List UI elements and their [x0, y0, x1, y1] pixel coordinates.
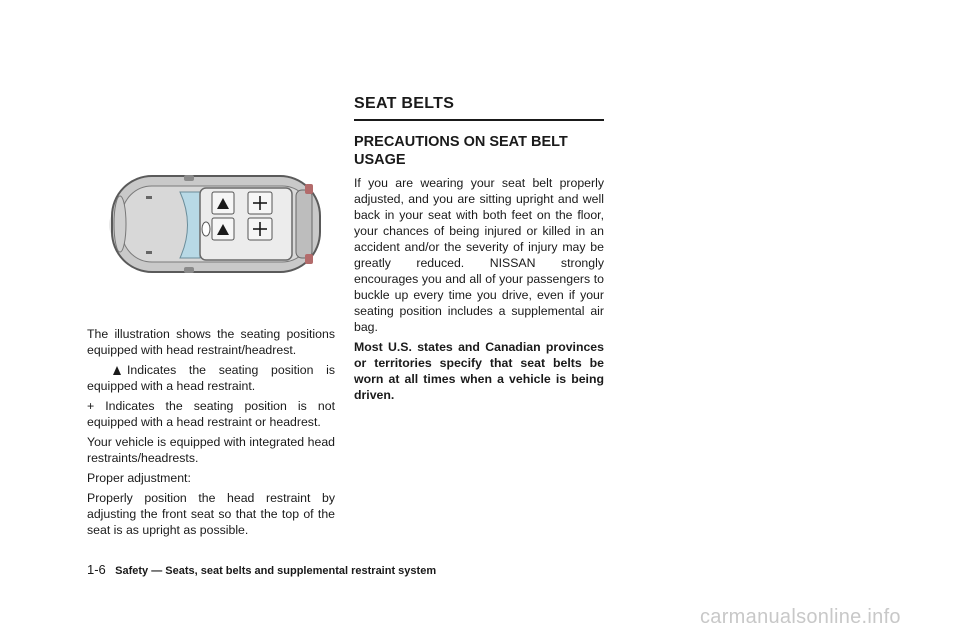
- tail-light: [305, 254, 313, 264]
- section-title: SEAT BELTS: [354, 95, 604, 121]
- head-restraint-triangle-icon: [113, 366, 121, 375]
- seating-diagram: [100, 150, 335, 305]
- tail-light: [305, 184, 313, 194]
- page-number: 1-6: [87, 562, 106, 577]
- left-column: [87, 326, 335, 542]
- right-column: [354, 95, 604, 407]
- paragraph-law-notice: Most U.S. states and Canadian provinces or territories specify that seat belts be worn at all times when a vehicle is being driven.: [354, 340, 604, 402]
- side-mirror: [184, 267, 194, 273]
- rear-glass: [296, 190, 312, 258]
- car-top-view: [100, 150, 335, 305]
- paragraph-proper-adjustment: Proper adjustment:: [87, 471, 191, 485]
- triangle-legend-text: Indicates the seating position is equipped with a head restraint.: [87, 363, 335, 393]
- page-footer: [87, 562, 436, 577]
- console: [202, 222, 210, 236]
- breadcrumb: Safety — Seats, seat belts and supplemental restraint system: [115, 565, 437, 577]
- subheading: PRECAUTIONS ON SEAT BELT USAGE: [354, 134, 568, 168]
- paragraph-plus-legend: + Indicates the seating position is not equipped with a head restraint or headrest.: [87, 399, 335, 429]
- paragraph-integrated: Your vehicle is equipped with integrated head restraints/headrests.: [87, 435, 335, 465]
- paragraph-adjust-instructions: Properly position the head restraint by adjusting the front seat so that the top of the seat is as upright as possible.: [87, 491, 335, 537]
- side-mirror: [184, 175, 194, 181]
- watermark: carmanualsonline.info: [700, 606, 901, 628]
- front-bumper: [114, 196, 126, 252]
- paragraph-triangle-legend: [87, 362, 335, 394]
- paragraph-illustration: The illustration shows the seating positions equipped with head restraint/headrest.: [87, 327, 335, 357]
- paragraph-seat-belt-body: If you are wearing your seat belt properly adjusted, and you are sitting upright and well back in your seat with both feet on the floor, your chances of being injured or killed in an accident and/or the severity of injury may be greatly reduced. NISSAN strongly encourages you and all of your passengers to buckle up every time you drive, even if your seating position includes a supplemental air bag.: [354, 176, 604, 334]
